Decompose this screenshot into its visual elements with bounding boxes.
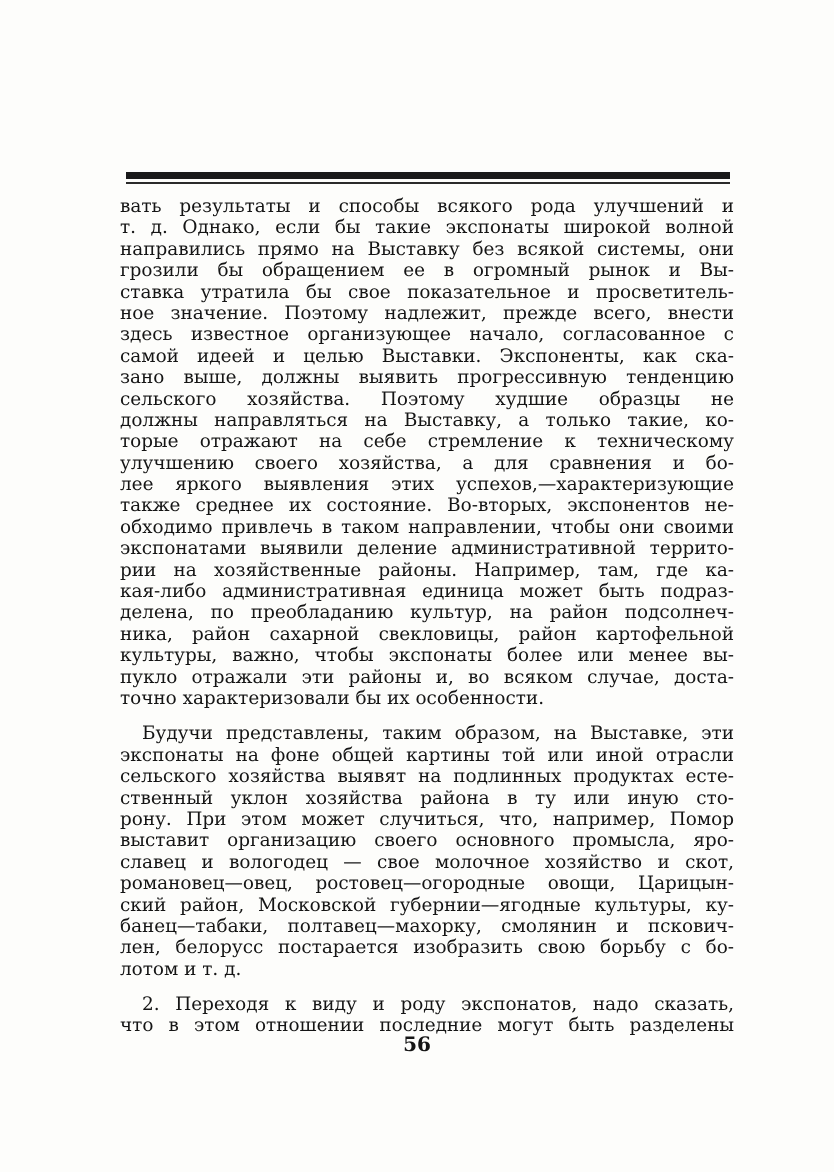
text-line: банец—табаки, полтавец—махорку, смолянин и пскович- xyxy=(120,915,734,937)
text-line: сельского хозяйства выявят на подлинных продуктах есте- xyxy=(120,766,734,788)
text-line: делена, по преобладанию культур, на район подсолнеч- xyxy=(120,602,734,624)
text-line: пукло отражали эти районы и, во всяком случае, доста- xyxy=(120,666,734,688)
text-line: рии на хозяйственные районы. Например, там, где ка- xyxy=(120,559,734,581)
text-line: экспонатами выявили деление административной террито- xyxy=(120,538,734,560)
text-line: здесь известное организующее начало, согласованное с xyxy=(120,324,734,346)
text-line: культуры, важно, чтобы экспонаты более или менее вы- xyxy=(120,645,734,667)
text-line: торые отражают на себе стремление к техническому xyxy=(120,431,734,453)
paragraph-3 xyxy=(120,994,734,1037)
text-line: выставит организацию своего основного промысла, яро- xyxy=(120,830,734,852)
text-line: зано выше, должны выявить прогрессивную тенденцию xyxy=(120,367,734,389)
text-line: ника, район сахарной свекловицы, район картофельной xyxy=(120,623,734,645)
text-line: славец и вологодец — свое молочное хозяйство и скот, xyxy=(120,851,734,873)
paragraph-gap xyxy=(120,980,734,994)
text-line: лее яркого выявления этих успехов,—характеризующие xyxy=(120,474,734,496)
text-line: Будучи представлены, таким образом, на Выставке, эти xyxy=(142,723,734,745)
text-line: грозили бы обращением ее в огромный рынок и Вы- xyxy=(120,260,734,282)
text-line: ский район, Московской губернии—ягодные культуры, ку- xyxy=(120,894,734,916)
text-line: кая-либо административная единица может быть подраз- xyxy=(120,581,734,603)
text-line: также среднее их состояние. Во-вторых, экспонентов не- xyxy=(120,495,734,517)
body-text xyxy=(120,196,734,1037)
text-line: лотом и т. д. xyxy=(120,958,242,980)
paragraph-gap xyxy=(120,709,734,723)
header-rule-thin xyxy=(126,182,730,184)
text-line: ное значение. Поэтому надлежит, прежде всего, внести xyxy=(120,302,734,324)
text-line: вать результаты и способы всякого рода улучшений и xyxy=(120,196,734,217)
text-line: что в этом отношении последние могут быть разделены xyxy=(120,1015,734,1037)
text-line: обходимо привлечь в таком направлении, чтобы они своими xyxy=(120,516,734,538)
text-line: сельского хозяйства. Поэтому худшие образцы не xyxy=(120,388,734,410)
text-line: ственный уклон хозяйства района в ту или иную сто- xyxy=(120,787,734,809)
text-line: рону. При этом может случиться, что, например, Помор xyxy=(120,808,734,830)
text-line: ставка утратила бы свое показательное и просветитель- xyxy=(120,281,734,303)
text-line: самой идеей и целью Выставки. Экспоненты, как ска- xyxy=(120,345,734,367)
header-rule xyxy=(126,172,730,179)
text-line: 2. Переходя к виду и роду экспонатов, надо сказать, xyxy=(142,994,734,1016)
text-line: лен, белорусс постарается изобразить свою борьбу с бо- xyxy=(120,937,734,959)
paragraph-1 xyxy=(120,196,734,709)
text-line: экспонаты на фоне общей картины той или иной отрасли xyxy=(120,744,734,766)
text-line: должны направляться на Выставку, а только такие, ко- xyxy=(120,409,734,431)
text-line: улучшению своего хозяйства, а для сравнения и бо- xyxy=(120,452,734,474)
paragraph-2 xyxy=(120,723,734,980)
text-line: т. д. Однако, если бы такие экспонаты широкой волной xyxy=(120,217,734,239)
text-line: романовец—овец, ростовец—огородные овощи, Царицын- xyxy=(120,873,734,895)
page-number: 56 xyxy=(403,1032,431,1056)
text-line: точно характеризовали бы их особенности. xyxy=(120,687,545,709)
text-line: направились прямо на Выставку без всякой системы, они xyxy=(120,238,734,260)
